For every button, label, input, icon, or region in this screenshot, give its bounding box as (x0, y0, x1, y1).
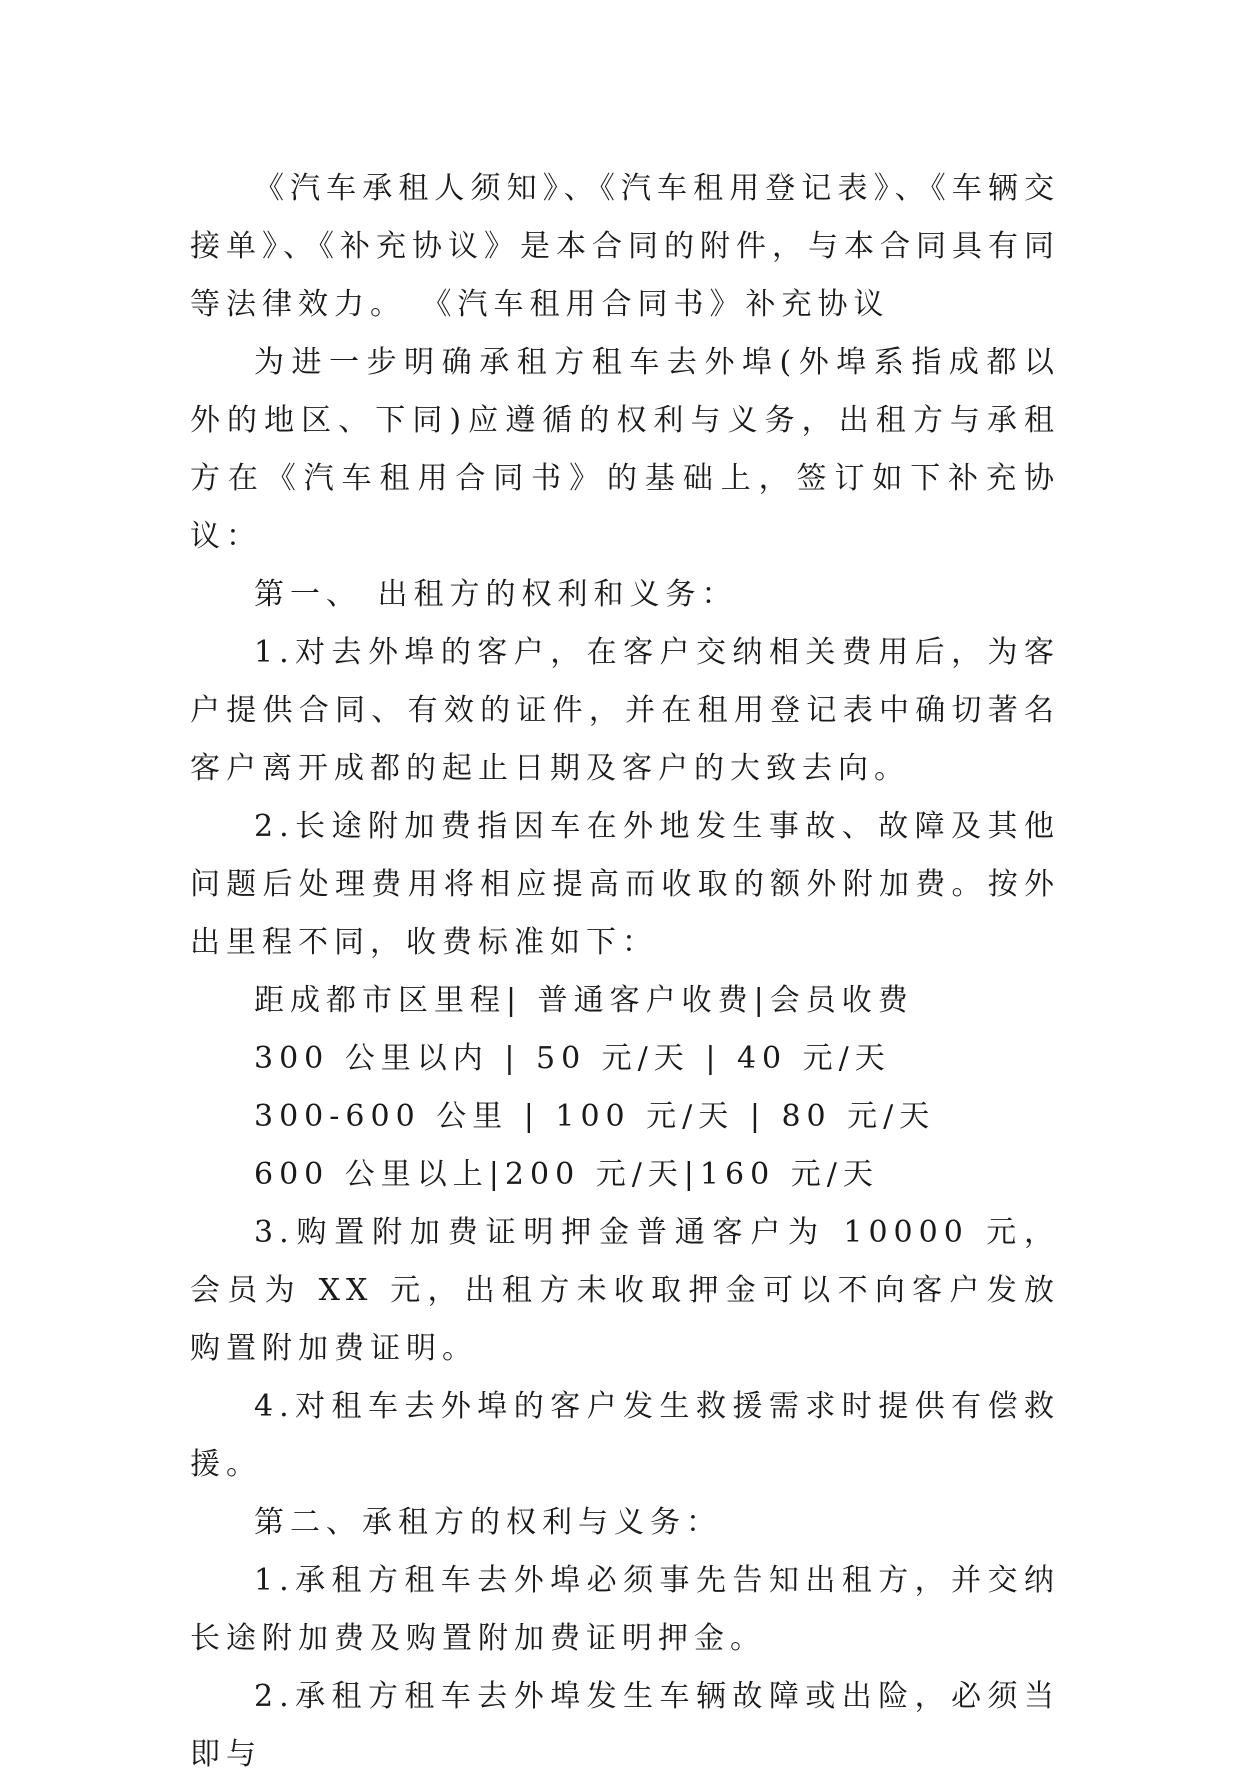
heading-lessor-rights: 第一、 出租方的权利和义务： (254, 577, 738, 612)
document-body (190, 160, 1060, 1784)
paragraph-lessee-item-1: 1.承租方租车去外埠必须事先告知出租方，并交纳长途附加费及购置附加费证明押金。 (190, 1563, 1060, 1656)
heading-lessee-rights: 第二、承租方的权利与义务： (254, 1505, 722, 1540)
paragraph-lessor-item-2: 2.长途附加费指因车在外地发生事故、故障及其他问题后处理费用将相应提高而收取的额外附加费。按外出里程不同，收费标准如下： (190, 809, 1060, 960)
paragraph-purpose: 为进一步明确承租方租车去外埠(外埠系指成都以外的地区、下同)应遵循的权利与义务，出租方与承租方在《汽车租用合同书》的基础上，签订如下补充协议： (190, 345, 1060, 554)
paragraph-attachments: 《汽车承租人须知》、《汽车租用登记表》、《车辆交接单》、《补充协议》是本合同的附件，与本合同具有同等法律效力。 《汽车租用合同书》补充协议 (190, 171, 1060, 322)
fee-table-row: 300-600 公里 | 100 元/天 | 80 元/天 (254, 1099, 936, 1134)
fee-table-row: 600 公里以上|200 元/天|160 元/天 (254, 1157, 879, 1192)
paragraph-lessor-item-3: 3.购置附加费证明押金普通客户为 10000 元，会员为 XX 元，出租方未收取押金可以不向客户发放购置附加费证明。 (190, 1215, 1060, 1366)
paragraph-lessor-item-1: 1.对去外埠的客户，在客户交纳相关费用后，为客户提供合同、有效的证件，并在租用登记表中确切著名客户离开成都的起止日期及客户的大致去向。 (190, 635, 1060, 786)
fee-table-row: 300 公里以内 | 50 元/天 | 40 元/天 (254, 1041, 891, 1076)
paragraph-lessor-item-4: 4.对租车去外埠的客户发生救援需求时提供有偿救援。 (190, 1389, 1060, 1482)
paragraph-lessee-item-2: 2.承租方租车去外埠发生车辆故障或出险，必须当即与 (190, 1679, 1060, 1772)
fee-table-header: 距成都市区里程| 普通客户收费|会员收费 (254, 983, 914, 1018)
